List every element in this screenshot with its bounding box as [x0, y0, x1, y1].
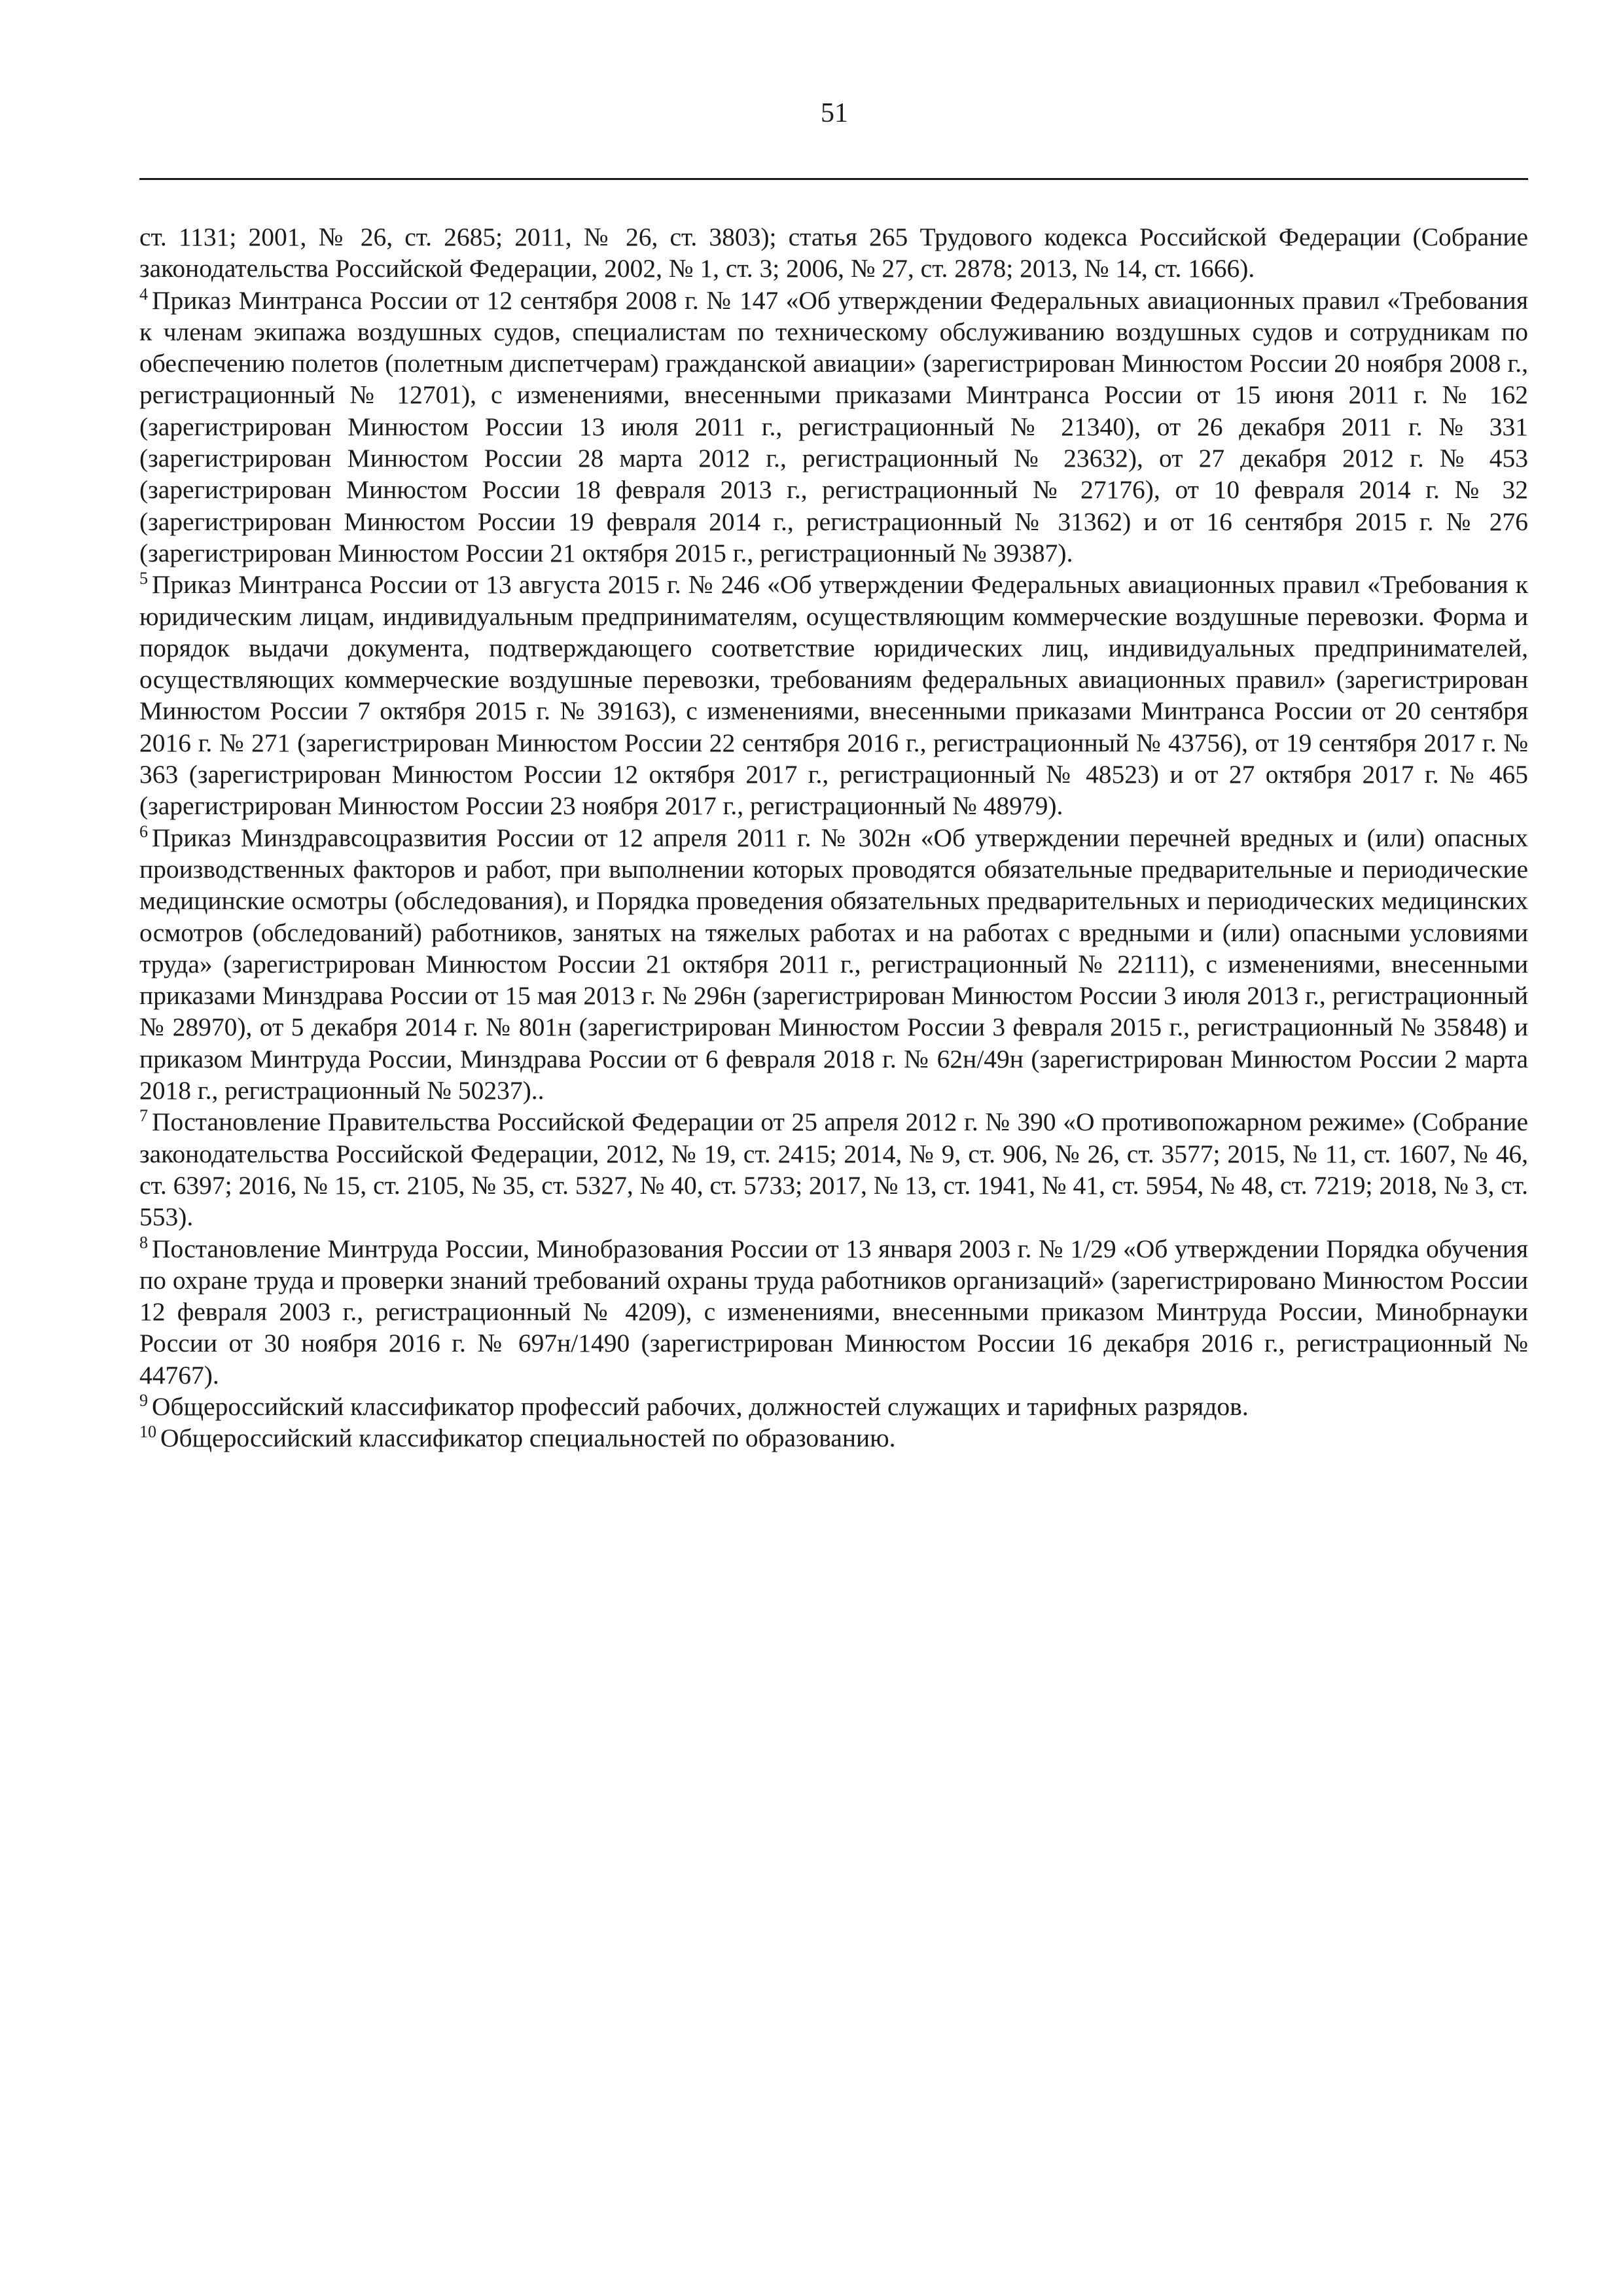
header-rule [139, 178, 1528, 180]
footnotes [139, 221, 1528, 1454]
footnote-text: Приказ Минздравсоцразвития России от 12 апреля 2011 г. № 302н «Об утверждении перечней вредных и (или) опасных производственных факторов и работ, при выполнении которых проводятся обязательные предварительные и периодические медицинские осмотры (обследования), и Порядка проведения обязательных предварительных и периодических медицинских осмотров (обследований) работников, занятых на тяжелых работах и на работах с вредными и (или) опасными условиями труда» (зарегистрирован Минюстом России 21 октября 2011 г., регистрационный № 22111), с изменениями, внесенными приказами Минздрава России от 15 мая 2013 г. № 296н (зарегистрирован Минюстом России 3 июля 2013 г., регистрационный № 28970), от 5 декабря 2014 г. № 801н (зарегистрирован Минюстом России 3 февраля 2015 г., регистрационный № 35848) и приказом Минтруда России, Минздрава России от 6 февраля 2018 г. № 62н/49н (зарегистрирован Минюстом России 2 марта 2018 г., регистрационный № 50237).. [139, 823, 1528, 1105]
footnote-text: Постановление Правительства Российской Федерации от 25 апреля 2012 г. № 390 «О противопожарном режиме» (Собрание законодательства Российской Федерации, 2012, № 19, ст. 2415; 2014, № 9, ст. 906, № 26, ст. 3577; 2015, № 11, ст. 1607, № 46, ст. 6397; 2016, № 15, ст. 2105, № 35, ст. 5327, № 40, ст. 5733; 2017, № 13, ст. 1941, № 41, ст. 5954, № 48, ст. 7219; 2018, № 3, ст. 553). [139, 1107, 1528, 1232]
footnote-text: Общероссийский классификатор профессий рабочих, должностей служащих и тарифных разрядов. [152, 1391, 1249, 1421]
page-number: 51 [821, 98, 848, 128]
footnote-4 [139, 285, 1528, 569]
footnote-marker: 10 [139, 1422, 156, 1442]
footnote-marker: 5 [139, 569, 148, 588]
footnote-6 [139, 822, 1528, 1107]
footnote-continuation [139, 221, 1528, 285]
footnote-marker: 4 [139, 284, 148, 304]
footnote-marker: 9 [139, 1390, 148, 1410]
footnote-text: Приказ Минтранса России от 12 сентября 2008 г. № 147 «Об утверждении Федеральных авиационных правил «Требования к членам экипажа воздушных судов, специалистам по техническому обслуживанию воздушных судов и сотрудникам по обеспечению полетов (полетным диспетчерам) гражданской авиации» (зарегистрирован Минюстом России 20 ноября 2008 г., регистрационный № 12701), с изменениями, внесенными приказами Минтранса России от 15 июня 2011 г. № 162 (зарегистрирован Минюстом России 13 июля 2011 г., регистрационный № 21340), от 26 декабря 2011 г. № 331 (зарегистрирован Минюстом России 28 марта 2012 г., регистрационный № 23632), от 27 декабря 2012 г. № 453 (зарегистрирован Минюстом России 18 февраля 2013 г., регистрационный № 27176), от 10 февраля 2014 г. № 32 (зарегистрирован Минюстом России 19 февраля 2014 г., регистрационный № 31362) и от 16 сентября 2015 г. № 276 (зарегистрирован Минюстом России 21 октября 2015 г., регистрационный № 39387). [139, 285, 1528, 567]
footnote-text: Общероссийский классификатор специальностей по образованию. [160, 1424, 896, 1453]
footnote-marker: 8 [139, 1232, 148, 1252]
footnote-text: ст. 1131; 2001, № 26, ст. 2685; 2011, № 26, ст. 3803); статья 265 Трудового кодекса Российской Федерации (Собрание законодательства Российской Федерации, 2002, № 1, ст. 3; 2006, № 27, ст. 2878; 2013, № 14, ст. 1666). [139, 223, 1528, 283]
footnote-8 [139, 1233, 1528, 1391]
footnote-text: Постановление Минтруда России, Минобразования России от 13 января 2003 г. № 1/29 «Об утверждении Порядка обучения по охране труда и проверки знаний требований охраны труда работников организаций» (зарегистрировано Минюстом России 12 февраля 2003 г., регистрационный № 4209), с изменениями, внесенными приказом Минтруда России, Минобрнауки России от 30 ноября 2016 г. № 697н/1490 (зарегистрирован Минюстом России 16 декабря 2016 г., регистрационный № 44767). [139, 1234, 1528, 1390]
footnote-marker: 6 [139, 821, 148, 841]
footnote-10 [139, 1422, 1528, 1454]
footnote-7 [139, 1106, 1528, 1232]
footnote-9 [139, 1391, 1528, 1422]
footnote-marker: 7 [139, 1106, 148, 1126]
footnote-text: Приказ Минтранса России от 13 августа 2015 г. № 246 «Об утверждении Федеральных авиационных правил «Требования к юридическим лицам, индивидуальным предпринимателям, осуществляющим коммерческие воздушные перевозки. Форма и порядок выдачи документа, подтверждающего соответствие юридических лиц, индивидуальных предпринимателей, осуществляющих коммерческие воздушные перевозки, требованиям федеральных авиационных правил» (зарегистрирован Минюстом России 7 октября 2015 г. № 39163), с изменениями, внесенными приказами Минтранса России от 20 сентября 2016 г. № 271 (зарегистрирован Минюстом России 22 сентября 2016 г., регистрационный № 43756), от 19 сентября 2017 г. № 363 (зарегистрирован Минюстом России 12 октября 2017 г., регистрационный № 48523) и от 27 октября 2017 г. № 465 (зарегистрирован Минюстом России 23 ноября 2017 г., регистрационный № 48979). [139, 570, 1528, 821]
footnote-5 [139, 569, 1528, 821]
